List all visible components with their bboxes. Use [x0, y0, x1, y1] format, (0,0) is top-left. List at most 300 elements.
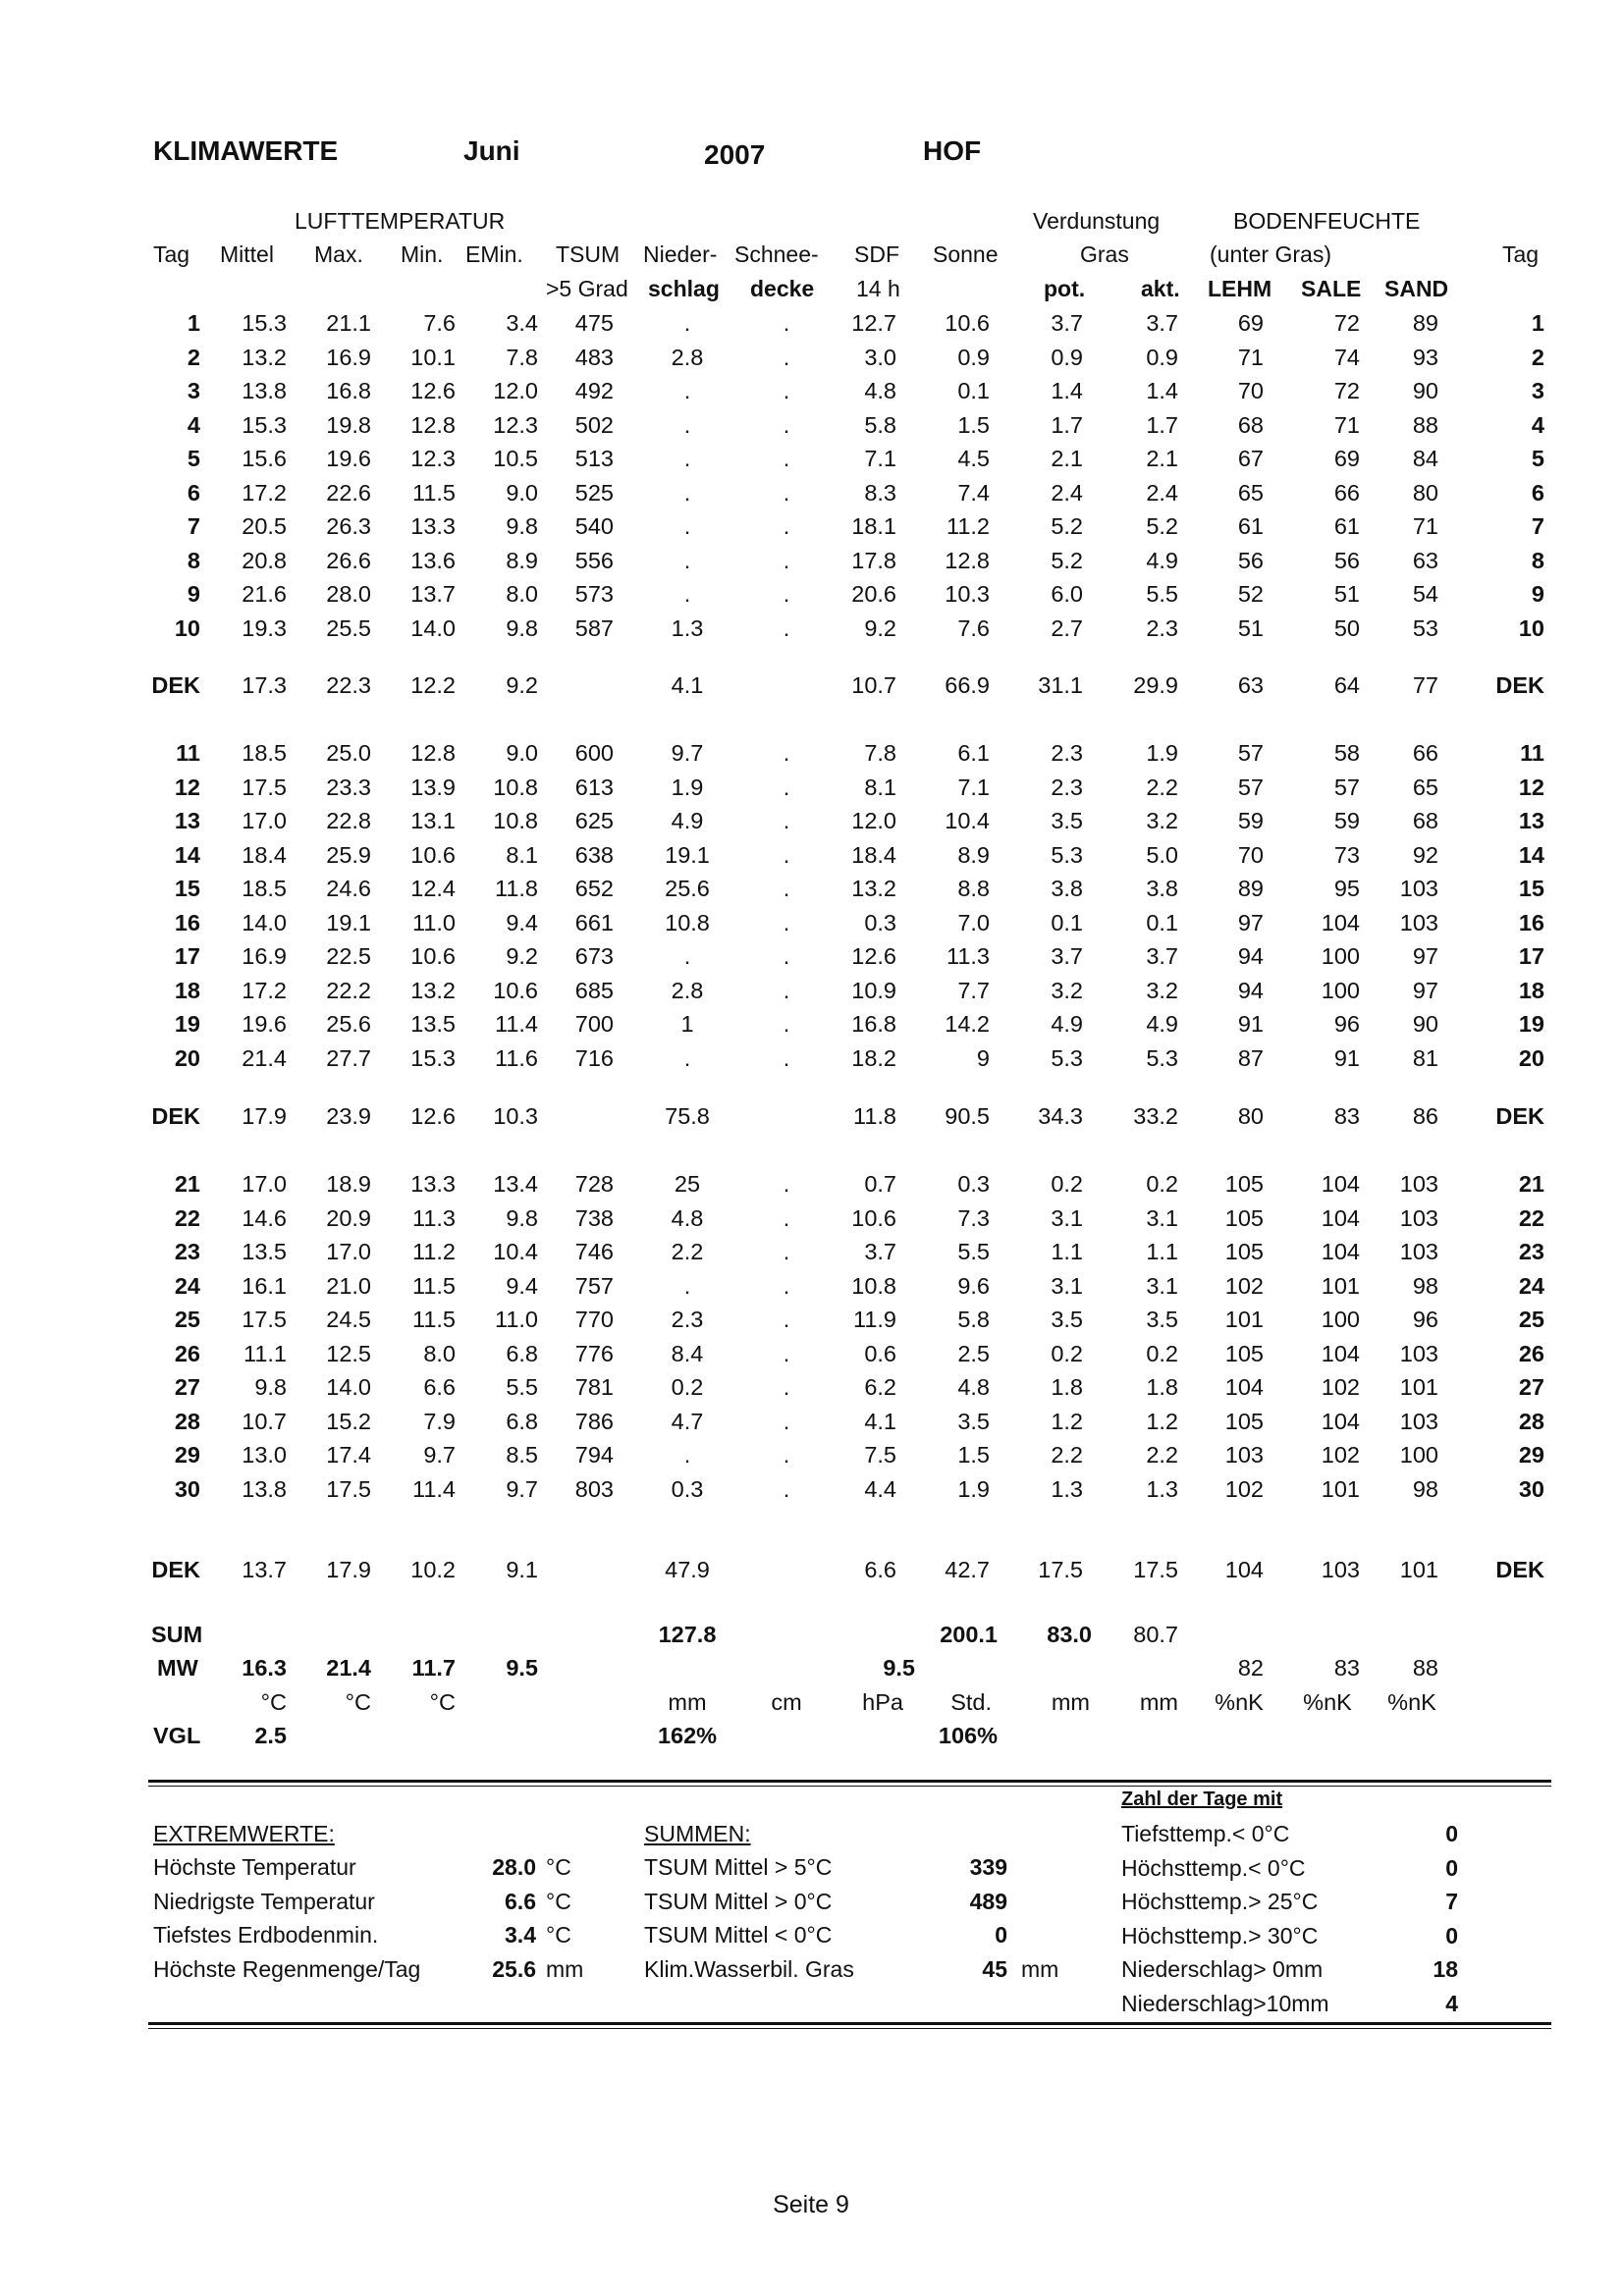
- unit-min: °C: [429, 1689, 456, 1715]
- cell-nieder: 25.6: [665, 876, 710, 901]
- cell-tag: 2: [187, 344, 200, 370]
- cell-tag: 8: [187, 547, 200, 573]
- cell-sale: 102: [1321, 1374, 1360, 1400]
- cell-tag: 10: [174, 614, 200, 641]
- header-min: Min.: [401, 241, 444, 267]
- cell-pot: 31.1: [1038, 672, 1083, 698]
- cell-sale: 72: [1333, 378, 1360, 403]
- cell-tsum: 794: [574, 1442, 614, 1468]
- vgl-label: VGL: [153, 1723, 201, 1748]
- cell-nieder: 0.3: [671, 1475, 704, 1502]
- cell-sonne: 5.8: [957, 1307, 990, 1332]
- cell-nieder: 10.8: [665, 909, 710, 935]
- cell-akt: 4.9: [1146, 1011, 1178, 1037]
- cell-tag-r: 12: [1518, 774, 1544, 800]
- cell-mittel: 20.5: [242, 513, 287, 539]
- cell-sdf: 6.6: [864, 1557, 896, 1582]
- extremes-heading: EXTREMWERTE:: [153, 1821, 335, 1846]
- cell-sand: 80: [1412, 479, 1438, 506]
- cell-sale: 91: [1333, 1044, 1360, 1071]
- cell-mittel: 17.0: [242, 1171, 287, 1197]
- sum-item-unit: mm: [1021, 1955, 1059, 1982]
- cell-tag: 15: [174, 876, 200, 901]
- cell-emin: 9.0: [506, 740, 538, 766]
- cell-tsum: 786: [574, 1408, 614, 1434]
- extreme-label: Tiefstes Erdbodenmin.: [153, 1922, 379, 1948]
- cell-min: 12.6: [410, 378, 456, 403]
- cell-min: 11.5: [412, 479, 456, 506]
- cell-schnee: .: [783, 1171, 790, 1197]
- cell-sand: 81: [1412, 1044, 1438, 1071]
- cell-sonne: 4.5: [957, 446, 990, 471]
- cell-sdf: 16.8: [851, 1011, 896, 1037]
- cell-mittel: 11.1: [243, 1340, 287, 1366]
- cell-max: 18.9: [326, 1171, 371, 1197]
- cell-pot: 3.1: [1051, 1272, 1083, 1299]
- cell-mittel: 17.5: [242, 1307, 287, 1332]
- cell-sdf: 12.6: [851, 943, 896, 969]
- cell-lehm: 57: [1237, 740, 1264, 766]
- cell-sand: 96: [1412, 1307, 1438, 1332]
- cell-sale: 96: [1333, 1011, 1360, 1037]
- cell-sdf: 18.1: [851, 513, 896, 539]
- cell-emin: 9.0: [506, 479, 538, 506]
- cell-min: 12.6: [410, 1103, 456, 1129]
- header-schnee: Schnee-: [734, 241, 819, 267]
- cell-lehm: 51: [1237, 614, 1264, 641]
- cell-tag: 6: [187, 479, 200, 506]
- header-decke: decke: [750, 276, 815, 301]
- cell-schnee: .: [783, 446, 790, 471]
- cell-tag: 26: [174, 1340, 200, 1366]
- cell-lehm: 105: [1224, 1408, 1264, 1434]
- days-item-label: Tiefsttemp.< 0°C: [1121, 1821, 1290, 1846]
- cell-max: 17.0: [326, 1239, 371, 1264]
- cell-nieder: .: [683, 411, 691, 438]
- cell-min: 13.1: [410, 808, 456, 833]
- header-sale: SALE: [1301, 276, 1362, 301]
- cell-min: 12.4: [410, 876, 456, 901]
- cell-lehm: 105: [1224, 1239, 1264, 1264]
- cell-max: 20.9: [326, 1204, 371, 1231]
- cell-lehm: 104: [1224, 1374, 1264, 1400]
- days-item-value: 0: [1445, 1821, 1458, 1846]
- cell-tag-r: 4: [1531, 411, 1544, 438]
- mw-sdf: 9.5: [883, 1655, 915, 1681]
- cell-tsum: 673: [574, 943, 614, 969]
- cell-nieder: 9.7: [671, 740, 704, 766]
- cell-sale: 100: [1321, 977, 1360, 1003]
- mw-max: 21.4: [326, 1655, 371, 1681]
- cell-emin: 9.2: [506, 672, 538, 698]
- days-item-label: Höchsttemp.< 0°C: [1121, 1854, 1306, 1881]
- cell-pot: 5.3: [1051, 1044, 1083, 1071]
- header-tag-right: Tag: [1502, 241, 1540, 267]
- divider-top-thick: [148, 1780, 1551, 1783]
- cell-pot: 2.3: [1051, 740, 1083, 766]
- cell-sand: 77: [1412, 672, 1438, 698]
- cell-schnee: .: [783, 1272, 790, 1299]
- cell-sonne: 66.9: [945, 672, 990, 698]
- cell-tag: 13: [174, 808, 200, 833]
- cell-lehm: 52: [1237, 581, 1264, 607]
- cell-sdf: 17.8: [851, 547, 896, 573]
- report-title: KLIMAWERTE: [153, 135, 339, 166]
- cell-lehm: 97: [1237, 909, 1264, 935]
- cell-sonne: 7.3: [957, 1204, 990, 1231]
- unit-pot: mm: [1051, 1689, 1090, 1715]
- cell-min: 13.3: [410, 1171, 456, 1197]
- cell-sonne: 7.4: [957, 479, 990, 506]
- cell-tag: DEK: [151, 1557, 200, 1582]
- cell-nieder: .: [683, 378, 691, 403]
- header-gras: Gras: [1080, 241, 1129, 267]
- cell-sonne: 10.3: [945, 581, 990, 607]
- cell-emin: 9.1: [506, 1557, 538, 1582]
- days-item-label: Niederschlag>10mm: [1121, 1990, 1329, 2016]
- cell-min: 10.2: [410, 1557, 456, 1582]
- cell-max: 22.8: [326, 808, 371, 833]
- cell-tag: 27: [174, 1374, 200, 1400]
- cell-max: 19.8: [326, 411, 371, 438]
- page-number: Seite 9: [773, 2191, 849, 2218]
- cell-tag: 16: [174, 909, 200, 935]
- unit-mittel: °C: [260, 1689, 287, 1715]
- cell-min: 11.0: [412, 909, 456, 935]
- cell-sand: 53: [1412, 614, 1438, 641]
- cell-pot: 3.7: [1051, 943, 1083, 969]
- mw-lehm: 82: [1237, 1655, 1264, 1681]
- cell-min: 13.2: [410, 977, 456, 1003]
- cell-mittel: 13.8: [242, 378, 287, 403]
- cell-akt: 1.9: [1146, 740, 1178, 766]
- cell-pot: 3.5: [1051, 808, 1083, 833]
- cell-emin: 8.5: [506, 1442, 538, 1468]
- cell-tag: 14: [174, 841, 200, 868]
- cell-sale: 50: [1333, 614, 1360, 641]
- cell-min: 11.4: [412, 1475, 456, 1502]
- cell-tsum: 625: [574, 808, 614, 833]
- cell-sonne: 0.1: [957, 378, 990, 403]
- cell-max: 17.9: [326, 1557, 371, 1582]
- cell-nieder: 1: [680, 1011, 694, 1037]
- cell-tsum: 716: [574, 1044, 614, 1071]
- cell-akt: 3.2: [1146, 977, 1178, 1003]
- cell-tag: 17: [174, 943, 200, 969]
- cell-max: 22.2: [326, 977, 371, 1003]
- cell-tsum: 573: [574, 581, 614, 607]
- cell-lehm: 61: [1237, 513, 1264, 539]
- cell-tag: 4: [187, 411, 200, 438]
- cell-lehm: 89: [1237, 876, 1264, 901]
- cell-nieder: 19.1: [665, 841, 710, 868]
- cell-tsum: 661: [574, 909, 614, 935]
- cell-sdf: 4.4: [864, 1475, 896, 1502]
- header-max: Max.: [314, 241, 363, 267]
- cell-emin: 3.4: [506, 310, 538, 336]
- cell-sonne: 9: [976, 1044, 990, 1071]
- sum-item-label: TSUM Mittel > 0°C: [644, 1888, 833, 1914]
- cell-tag-r: 13: [1518, 808, 1544, 833]
- cell-max: 26.3: [326, 513, 371, 539]
- cell-mittel: 17.5: [242, 774, 287, 800]
- cell-nieder: 4.9: [671, 808, 704, 833]
- extreme-label: Höchste Regenmenge/Tag: [153, 1955, 421, 1982]
- cell-min: 8.0: [423, 1340, 456, 1366]
- cell-nieder: .: [683, 310, 691, 336]
- cell-nieder: 4.7: [671, 1408, 704, 1434]
- cell-sale: 100: [1321, 1307, 1360, 1332]
- cell-max: 22.3: [326, 672, 371, 698]
- days-item-label: Niederschlag> 0mm: [1121, 1956, 1324, 1982]
- cell-tag-r: 26: [1518, 1340, 1544, 1366]
- cell-emin: 11.8: [495, 876, 538, 901]
- cell-pot: 3.5: [1051, 1307, 1083, 1332]
- cell-max: 17.5: [326, 1475, 371, 1502]
- cell-mittel: 15.6: [242, 446, 287, 471]
- cell-tag-r: 11: [1520, 740, 1544, 766]
- header-mittel: Mittel: [220, 241, 274, 267]
- cell-tsum: 483: [574, 344, 614, 370]
- cell-lehm: 87: [1237, 1044, 1264, 1071]
- cell-sdf: 12.7: [851, 310, 896, 336]
- cell-tag: 19: [174, 1011, 200, 1037]
- cell-min: 12.3: [410, 446, 456, 471]
- days-item-label: Höchsttemp.> 25°C: [1121, 1889, 1319, 1914]
- cell-mittel: 17.2: [242, 977, 287, 1003]
- mw-emin: 9.5: [506, 1655, 538, 1681]
- cell-lehm: 105: [1224, 1204, 1264, 1231]
- cell-sonne: 8.8: [957, 876, 990, 901]
- cell-sdf: 8.3: [864, 479, 896, 506]
- cell-sand: 54: [1412, 581, 1438, 607]
- cell-sdf: 10.8: [851, 1272, 896, 1299]
- cell-akt: 5.2: [1146, 513, 1178, 539]
- cell-sdf: 6.2: [864, 1374, 896, 1400]
- cell-sand: 90: [1412, 378, 1438, 403]
- cell-nieder: .: [683, 1272, 691, 1299]
- cell-pot: 2.2: [1051, 1442, 1083, 1468]
- report-year: 2007: [704, 139, 766, 170]
- cell-max: 24.6: [326, 876, 371, 901]
- cell-lehm: 56: [1237, 547, 1264, 573]
- cell-emin: 9.2: [506, 943, 538, 969]
- cell-sale: 51: [1333, 581, 1360, 607]
- unit-akt: mm: [1139, 1689, 1178, 1715]
- cell-tag-r: 19: [1518, 1011, 1544, 1037]
- cell-mittel: 18.4: [242, 841, 287, 868]
- unit-nieder: mm: [668, 1689, 707, 1715]
- cell-pot: 1.7: [1051, 411, 1083, 438]
- sum-item-value: 45: [982, 1955, 1007, 1982]
- cell-tag: 23: [174, 1239, 200, 1264]
- unit-lehm: %nK: [1215, 1689, 1264, 1715]
- cell-tag-r: 17: [1518, 943, 1544, 969]
- cell-tag-r: 16: [1518, 909, 1544, 935]
- cell-sand: 103: [1399, 1171, 1438, 1197]
- cell-tag: 12: [174, 774, 200, 800]
- cell-emin: 11.0: [495, 1307, 538, 1332]
- cell-akt: 3.1: [1146, 1204, 1178, 1231]
- cell-sonne: 9.6: [957, 1272, 990, 1299]
- cell-schnee: .: [783, 1408, 790, 1434]
- header-sonne: Sonne: [933, 241, 999, 267]
- header-pot: pot.: [1044, 276, 1086, 301]
- cell-akt: 2.2: [1146, 774, 1178, 800]
- cell-akt: 3.8: [1146, 876, 1178, 901]
- cell-tag-r: 1: [1531, 310, 1544, 336]
- cell-sale: 104: [1321, 1204, 1360, 1231]
- report-station: HOF: [923, 135, 982, 166]
- sum-item-label: Klim.Wasserbil. Gras: [644, 1955, 854, 1982]
- cell-max: 19.6: [326, 446, 371, 471]
- report-month: Juni: [463, 135, 520, 166]
- cell-nieder: 2.3: [671, 1307, 704, 1332]
- header-tag: Tag: [153, 241, 190, 267]
- cell-sale: 104: [1321, 1340, 1360, 1366]
- cell-lehm: 103: [1224, 1442, 1264, 1468]
- unit-sand: %nK: [1387, 1689, 1436, 1715]
- cell-pot: 1.2: [1051, 1408, 1083, 1434]
- cell-schnee: .: [783, 411, 790, 438]
- cell-akt: 3.2: [1146, 808, 1178, 833]
- cell-tag: 25: [174, 1307, 200, 1332]
- cell-nieder: 4.1: [671, 672, 704, 698]
- cell-tsum: 757: [574, 1272, 614, 1299]
- cell-tsum: 638: [574, 841, 614, 868]
- cell-tag-r: DEK: [1495, 1557, 1544, 1582]
- cell-sdf: 7.1: [864, 446, 896, 471]
- cell-tsum: 502: [574, 411, 614, 438]
- cell-sand: 84: [1412, 446, 1438, 471]
- mw-mittel: 16.3: [242, 1655, 287, 1681]
- cell-tsum: 525: [574, 479, 614, 506]
- cell-sonne: 0.9: [957, 344, 990, 370]
- cell-mittel: 13.0: [242, 1442, 287, 1468]
- cell-sale: 69: [1333, 446, 1360, 471]
- cell-tsum: 513: [574, 446, 614, 471]
- cell-lehm: 57: [1237, 774, 1264, 800]
- cell-min: 13.3: [410, 513, 456, 539]
- cell-sand: 92: [1412, 841, 1438, 868]
- cell-max: 22.6: [326, 479, 371, 506]
- vgl-nieder: 162%: [657, 1723, 718, 1748]
- cell-sand: 97: [1412, 943, 1438, 969]
- cell-mittel: 14.0: [242, 909, 287, 935]
- cell-max: 19.1: [326, 909, 371, 935]
- cell-schnee: .: [783, 310, 790, 336]
- cell-schnee: .: [783, 344, 790, 370]
- cell-pot: 1.4: [1051, 378, 1083, 403]
- cell-emin: 10.6: [493, 977, 538, 1003]
- cell-nieder: 8.4: [671, 1340, 704, 1366]
- cell-tag: 5: [187, 446, 200, 471]
- header-bodenfeuchte: BODENFEUCHTE: [1233, 208, 1421, 234]
- cell-sale: 104: [1321, 909, 1360, 935]
- extreme-value: 3.4: [505, 1922, 536, 1948]
- cell-sonne: 4.8: [957, 1374, 990, 1400]
- cell-tag: 20: [174, 1044, 200, 1071]
- mw-min: 11.7: [411, 1655, 456, 1681]
- cell-sonne: 0.3: [957, 1171, 990, 1197]
- cell-sdf: 11.8: [853, 1103, 896, 1129]
- cell-mittel: 18.5: [242, 740, 287, 766]
- cell-schnee: .: [783, 513, 790, 539]
- cell-lehm: 67: [1237, 446, 1264, 471]
- days-item-value: 4: [1445, 1990, 1458, 2016]
- cell-tsum: 600: [574, 740, 614, 766]
- cell-sand: 68: [1412, 808, 1438, 833]
- sums-heading: SUMMEN:: [644, 1821, 751, 1846]
- cell-nieder: .: [683, 1044, 691, 1071]
- cell-nieder: 25: [674, 1171, 701, 1197]
- cell-schnee: .: [783, 1011, 790, 1037]
- cell-sand: 103: [1399, 1239, 1438, 1264]
- cell-sale: 71: [1333, 411, 1360, 438]
- cell-min: 11.2: [412, 1239, 456, 1264]
- cell-tag: 7: [187, 513, 200, 539]
- cell-tsum: 475: [574, 310, 614, 336]
- cell-sale: 59: [1333, 808, 1360, 833]
- divider-bottom-thin: [148, 2028, 1551, 2029]
- cell-nieder: .: [683, 581, 691, 607]
- cell-mittel: 19.3: [242, 614, 287, 641]
- cell-sonne: 10.6: [945, 310, 990, 336]
- cell-lehm: 70: [1237, 841, 1264, 868]
- cell-tsum: 685: [574, 977, 614, 1003]
- cell-akt: 1.2: [1146, 1408, 1178, 1434]
- cell-sdf: 0.3: [864, 909, 896, 935]
- cell-pot: 0.1: [1051, 909, 1083, 935]
- cell-akt: 5.5: [1146, 581, 1178, 607]
- cell-mittel: 21.4: [242, 1044, 287, 1071]
- days-item-value: 7: [1445, 1889, 1458, 1914]
- cell-schnee: .: [783, 977, 790, 1003]
- mw-label: MW: [157, 1655, 198, 1681]
- cell-tag: DEK: [151, 672, 200, 698]
- header-schlag: schlag: [648, 276, 720, 301]
- cell-tsum: 652: [574, 876, 614, 901]
- cell-pot: 5.3: [1051, 841, 1083, 868]
- cell-nieder: 1.3: [671, 614, 704, 641]
- cell-tag: 11: [176, 740, 200, 766]
- cell-tsum: 746: [574, 1239, 614, 1264]
- cell-tsum: 728: [574, 1171, 614, 1197]
- cell-min: 11.3: [412, 1204, 456, 1231]
- sum-label: SUM: [151, 1622, 203, 1647]
- cell-tag-r: DEK: [1495, 1103, 1544, 1129]
- cell-max: 23.3: [326, 774, 371, 800]
- cell-mittel: 15.3: [242, 310, 287, 336]
- cell-sale: 102: [1321, 1442, 1360, 1468]
- extreme-unit: °C: [546, 1854, 571, 1880]
- cell-tag-r: DEK: [1495, 672, 1544, 698]
- cell-mittel: 21.6: [242, 581, 287, 607]
- cell-sdf: 18.2: [851, 1044, 896, 1071]
- cell-akt: 2.2: [1146, 1442, 1178, 1468]
- cell-mittel: 13.8: [242, 1475, 287, 1502]
- cell-tag-r: 24: [1518, 1272, 1544, 1299]
- cell-akt: 1.4: [1146, 378, 1178, 403]
- cell-lehm: 71: [1237, 344, 1264, 370]
- cell-nieder: 2.8: [671, 344, 704, 370]
- days-item-value: 18: [1433, 1956, 1458, 1982]
- cell-max: 25.6: [326, 1011, 371, 1037]
- unit-schnee: cm: [771, 1689, 802, 1715]
- cell-sand: 103: [1399, 1408, 1438, 1434]
- cell-nieder: 0.2: [671, 1374, 704, 1400]
- header-nieder: Nieder-: [643, 241, 718, 267]
